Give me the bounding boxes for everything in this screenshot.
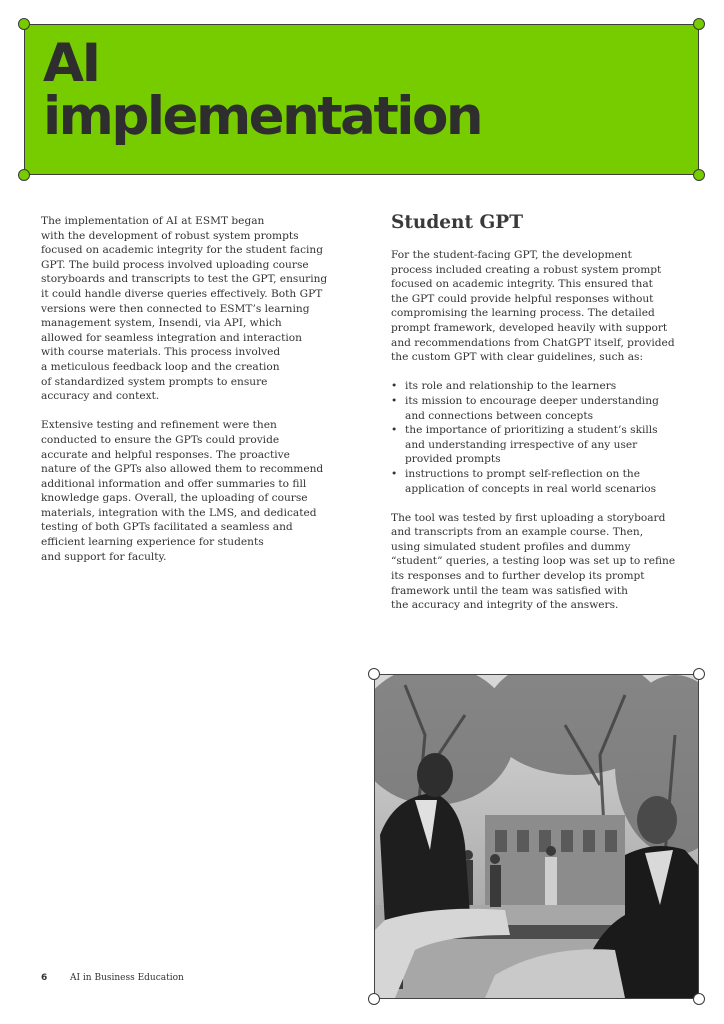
- list-item: • its mission to encourage deeper understanding and connections between concepts: [391, 394, 691, 423]
- title-banner: [24, 24, 699, 175]
- image-handle-top-left[interactable]: [368, 668, 380, 680]
- closing-paragraph: The tool was tested by first uploading a storyboard and transcripts from an example course. Then, using simulated student profiles and dummy “student” queries, a testing loop was set up to refine its responses and to further develop its prompt framework until the team was satisfied with the accuracy and integrity of the answers.: [391, 511, 676, 612]
- body-paragraph-2: Extensive testing and refinement were then conducted to ensure the GPTs could provide accurate and helpful responses. The proactive nature of the GPTs also allowed them to recommend additional information and offer summaries to fill knowledge gaps. Overall, the uploading of course materials, integration with the LMS, and dedicated testing of both GPTs facilitated a seamless and efficient learning experience for students and support for faculty.: [41, 419, 324, 563]
- left-column: [41, 214, 341, 564]
- list-item: • instructions to prompt self-reflection on the application of concepts in real world scenarios: [391, 467, 691, 496]
- list-item: • its role and relationship to the learners: [391, 379, 691, 394]
- list-item: • the importance of prioritizing a student’s skills and understanding irrespective of any user provided prompts: [391, 423, 691, 467]
- guideline-list: [391, 379, 691, 496]
- resize-handle-top-left[interactable]: [18, 18, 30, 30]
- intro-paragraph: For the student-facing GPT, the development process included creating a robust system prompt focused on academic integrity. This ensured that the GPT could provide helpful responses without compromising the learning process. The detailed prompt framework, developed heavily with support and recommendations from ChatGPT itself, provided the custom GPT with clear guidelines, such as:: [391, 249, 675, 364]
- body-paragraph-1: The implementation of AI at ESMT began with the development of robust system prompts focused on academic integrity for the student facing GPT. The build process involved uploading course storyboards and transcripts to test the GPT, ensuring it could handle diverse queries effectively. Both GPT versions were then connected to ESMT’s learning management system, Insendi, via API, which allowed for seamless integration and interaction with course materials. This process involved a meticulous feedback loop and the creation of standardized system prompts to ensure accuracy and context.: [41, 215, 328, 403]
- photo-frame[interactable]: [374, 674, 699, 999]
- right-column: [391, 212, 691, 613]
- page-title: [43, 33, 482, 147]
- section-heading: Student GPT: [391, 212, 523, 233]
- image-handle-bottom-left[interactable]: [368, 993, 380, 1005]
- image-handle-bottom-right[interactable]: [693, 993, 705, 1005]
- resize-handle-bottom-left[interactable]: [18, 169, 30, 181]
- page-number: 6: [41, 973, 48, 983]
- resize-handle-bottom-right[interactable]: [693, 169, 705, 181]
- students-photo: [375, 675, 698, 998]
- document-title: AI in Business Education: [70, 973, 184, 983]
- page-title-text: AI implementation: [43, 33, 482, 147]
- image-handle-top-right[interactable]: [693, 668, 705, 680]
- resize-handle-top-right[interactable]: [693, 18, 705, 30]
